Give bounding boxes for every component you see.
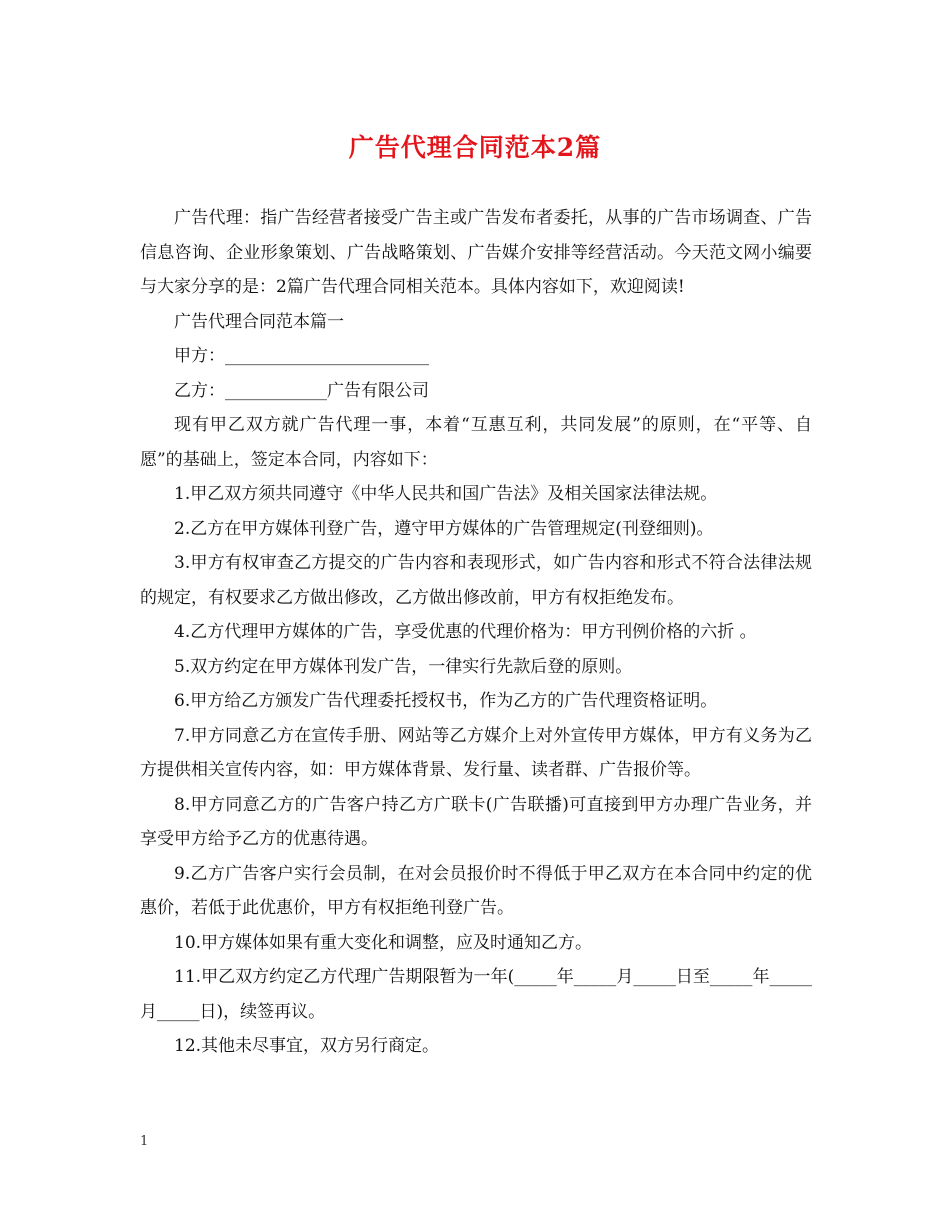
- clause-1: 1.甲乙双方须共同遵守《中华人民共和国广告法》及相关国家法律法规。: [174, 484, 718, 504]
- clause-12: 12.其他未尽事宜，双方另行商定。: [174, 1036, 440, 1056]
- document-title: 广告代理合同范本2篇: [348, 133, 602, 162]
- party-a-line: 甲方：________________________: [174, 346, 429, 366]
- clause-11: 11.甲乙双方约定乙方代理广告期限暂为一年(_____年_____月_____日至_____年_____月_____日)，续签再议。: [140, 967, 812, 1022]
- clause-4: 4.乙方代理甲方媒体的广告，享受优惠的代理价格为：甲方刊例价格的六折 。: [174, 622, 757, 642]
- party-b-line: 乙方：____________广告有限公司: [174, 380, 429, 401]
- clause-7: 7.甲方同意乙方在宣传手册、网站等乙方媒介上对外宣传甲方媒体，甲方有义务为乙方提供相关宣传内容，如：甲方媒体背景、发行量、读者群、广告报价等。: [140, 725, 812, 780]
- clause-2: 2.乙方在甲方媒体刊登广告，遵守甲方媒体的广告管理规定(刊登细则)。: [174, 518, 714, 539]
- clause-9: 9.乙方广告客户实行会员制，在对会员报价时不得低于甲乙双方在本合同中约定的优惠价，若低于此优惠价，甲方有权拒绝刊登广告。: [140, 863, 812, 918]
- section-heading: 广告代理合同范本篇一: [174, 311, 344, 332]
- clause-5: 5.双方约定在甲方媒体刊发广告，一律实行先款后登的原则。: [174, 656, 633, 677]
- document-body: [140, 201, 812, 1064]
- clause-10: 10.甲方媒体如果有重大变化和调整，应及时通知乙方。: [174, 932, 593, 953]
- preamble-paragraph: 现有甲乙双方就广告代理一事，本着“互惠互利，共同发展”的原则，在“平等、自愿”的基础上，签定本合同，内容如下：: [140, 415, 812, 470]
- clause-3: 3.甲方有权审查乙方提交的广告内容和表现形式，如广告内容和形式不符合法律法规的规定，有权要求乙方做出修改，乙方做出修改前，甲方有权拒绝发布。: [140, 553, 812, 608]
- clause-8: 8.甲方同意乙方的广告客户持乙方广联卡(广告联播)可直接到甲方办理广告业务，并享受甲方给予乙方的优惠待遇。: [140, 794, 812, 849]
- page-number: 1: [140, 1134, 149, 1149]
- clause-6: 6.甲方给乙方颁发广告代理委托授权书，作为乙方的广告代理资格证明。: [174, 691, 718, 711]
- intro-paragraph: 广告代理：指广告经营者接受广告主或广告发布者委托，从事的广告市场调查、广告信息咨询、企业形象策划、广告战略策划、广告媒介安排等经营活动。今天范文网小编要与大家分享的是：2篇广告代理合同相关范本。具体内容如下，欢迎阅读!: [140, 208, 812, 297]
